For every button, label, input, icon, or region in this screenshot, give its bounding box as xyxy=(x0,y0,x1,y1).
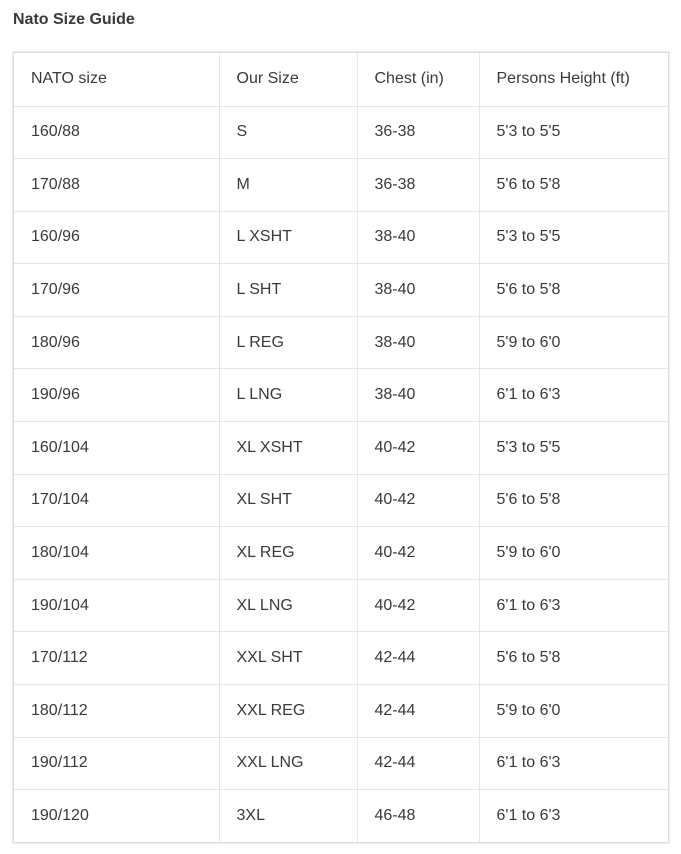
cell-our-size: L REG xyxy=(219,316,357,369)
cell-nato-size: 170/104 xyxy=(14,474,219,527)
header-row xyxy=(14,53,668,106)
table-row xyxy=(14,369,668,422)
header-our-size: Our Size xyxy=(219,53,357,106)
table-row xyxy=(14,264,668,317)
cell-chest: 38-40 xyxy=(357,369,479,422)
cell-chest: 40-42 xyxy=(357,527,479,580)
table-row xyxy=(14,579,668,632)
cell-our-size: XL XSHT xyxy=(219,422,357,475)
header-height: Persons Height (ft) xyxy=(479,53,668,106)
cell-our-size: XXL REG xyxy=(219,685,357,738)
cell-chest: 36-38 xyxy=(357,159,479,212)
cell-our-size: 3XL xyxy=(219,790,357,843)
cell-chest: 40-42 xyxy=(357,579,479,632)
cell-chest: 42-44 xyxy=(357,632,479,685)
cell-nato-size: 170/88 xyxy=(14,159,219,212)
table-row xyxy=(14,474,668,527)
cell-chest: 42-44 xyxy=(357,685,479,738)
cell-height: 6'1 to 6'3 xyxy=(479,579,668,632)
cell-height: 5'6 to 5'8 xyxy=(479,474,668,527)
cell-height: 6'1 to 6'3 xyxy=(479,737,668,790)
table-header xyxy=(14,53,668,106)
header-chest: Chest (in) xyxy=(357,53,479,106)
cell-height: 5'9 to 6'0 xyxy=(479,316,668,369)
cell-our-size: XXL LNG xyxy=(219,737,357,790)
cell-height: 5'6 to 5'8 xyxy=(479,264,668,317)
cell-height: 5'6 to 5'8 xyxy=(479,632,668,685)
table-row xyxy=(14,159,668,212)
cell-nato-size: 170/96 xyxy=(14,264,219,317)
cell-nato-size: 190/112 xyxy=(14,737,219,790)
cell-nato-size: 190/104 xyxy=(14,579,219,632)
cell-our-size: XL REG xyxy=(219,527,357,580)
cell-nato-size: 180/112 xyxy=(14,685,219,738)
table-row xyxy=(14,737,668,790)
cell-nato-size: 190/96 xyxy=(14,369,219,422)
page-title: Nato Size Guide xyxy=(13,11,135,28)
cell-height: 5'3 to 5'5 xyxy=(479,211,668,264)
cell-nato-size: 180/104 xyxy=(14,527,219,580)
table-row xyxy=(14,316,668,369)
cell-our-size: L LNG xyxy=(219,369,357,422)
cell-height: 5'9 to 6'0 xyxy=(479,527,668,580)
cell-chest: 38-40 xyxy=(357,264,479,317)
cell-nato-size: 160/96 xyxy=(14,211,219,264)
table-body xyxy=(14,106,668,842)
cell-chest: 42-44 xyxy=(357,737,479,790)
table-row xyxy=(14,211,668,264)
cell-height: 6'1 to 6'3 xyxy=(479,369,668,422)
cell-chest: 40-42 xyxy=(357,474,479,527)
cell-height: 5'6 to 5'8 xyxy=(479,159,668,212)
cell-our-size: S xyxy=(219,106,357,159)
size-guide-table-container xyxy=(13,52,669,843)
cell-our-size: L SHT xyxy=(219,264,357,317)
cell-height: 6'1 to 6'3 xyxy=(496,807,561,825)
table-row xyxy=(14,527,668,580)
cell-nato-size: 170/112 xyxy=(14,632,219,685)
cell-our-size: L XSHT xyxy=(219,211,357,264)
table-row xyxy=(14,632,668,685)
cell-our-size: XXL SHT xyxy=(219,632,357,685)
table-row xyxy=(14,422,668,475)
cell-chest: 40-42 xyxy=(357,422,479,475)
table-row xyxy=(14,790,668,843)
cell-height: 5'3 to 5'5 xyxy=(479,106,668,159)
cell-chest: 38-40 xyxy=(357,316,479,369)
cell-nato-size: 160/104 xyxy=(14,422,219,475)
table-row xyxy=(14,106,668,159)
cell-nato-size: 180/96 xyxy=(14,316,219,369)
cell-height: 5'9 to 6'0 xyxy=(479,685,668,738)
header-nato-size: NATO size xyxy=(14,53,219,106)
cell-our-size: XL SHT xyxy=(219,474,357,527)
size-guide-table xyxy=(14,53,668,842)
cell-our-size: XL LNG xyxy=(219,579,357,632)
cell-nato-size: 160/88 xyxy=(14,106,219,159)
cell-chest: 46-48 xyxy=(357,790,479,843)
cell-nato-size: 190/120 xyxy=(14,790,219,843)
cell-chest: 36-38 xyxy=(357,106,479,159)
cell-chest: 38-40 xyxy=(357,211,479,264)
cell-height: 5'3 to 5'5 xyxy=(479,422,668,475)
cell-our-size: M xyxy=(219,159,357,212)
table-row xyxy=(14,685,668,738)
